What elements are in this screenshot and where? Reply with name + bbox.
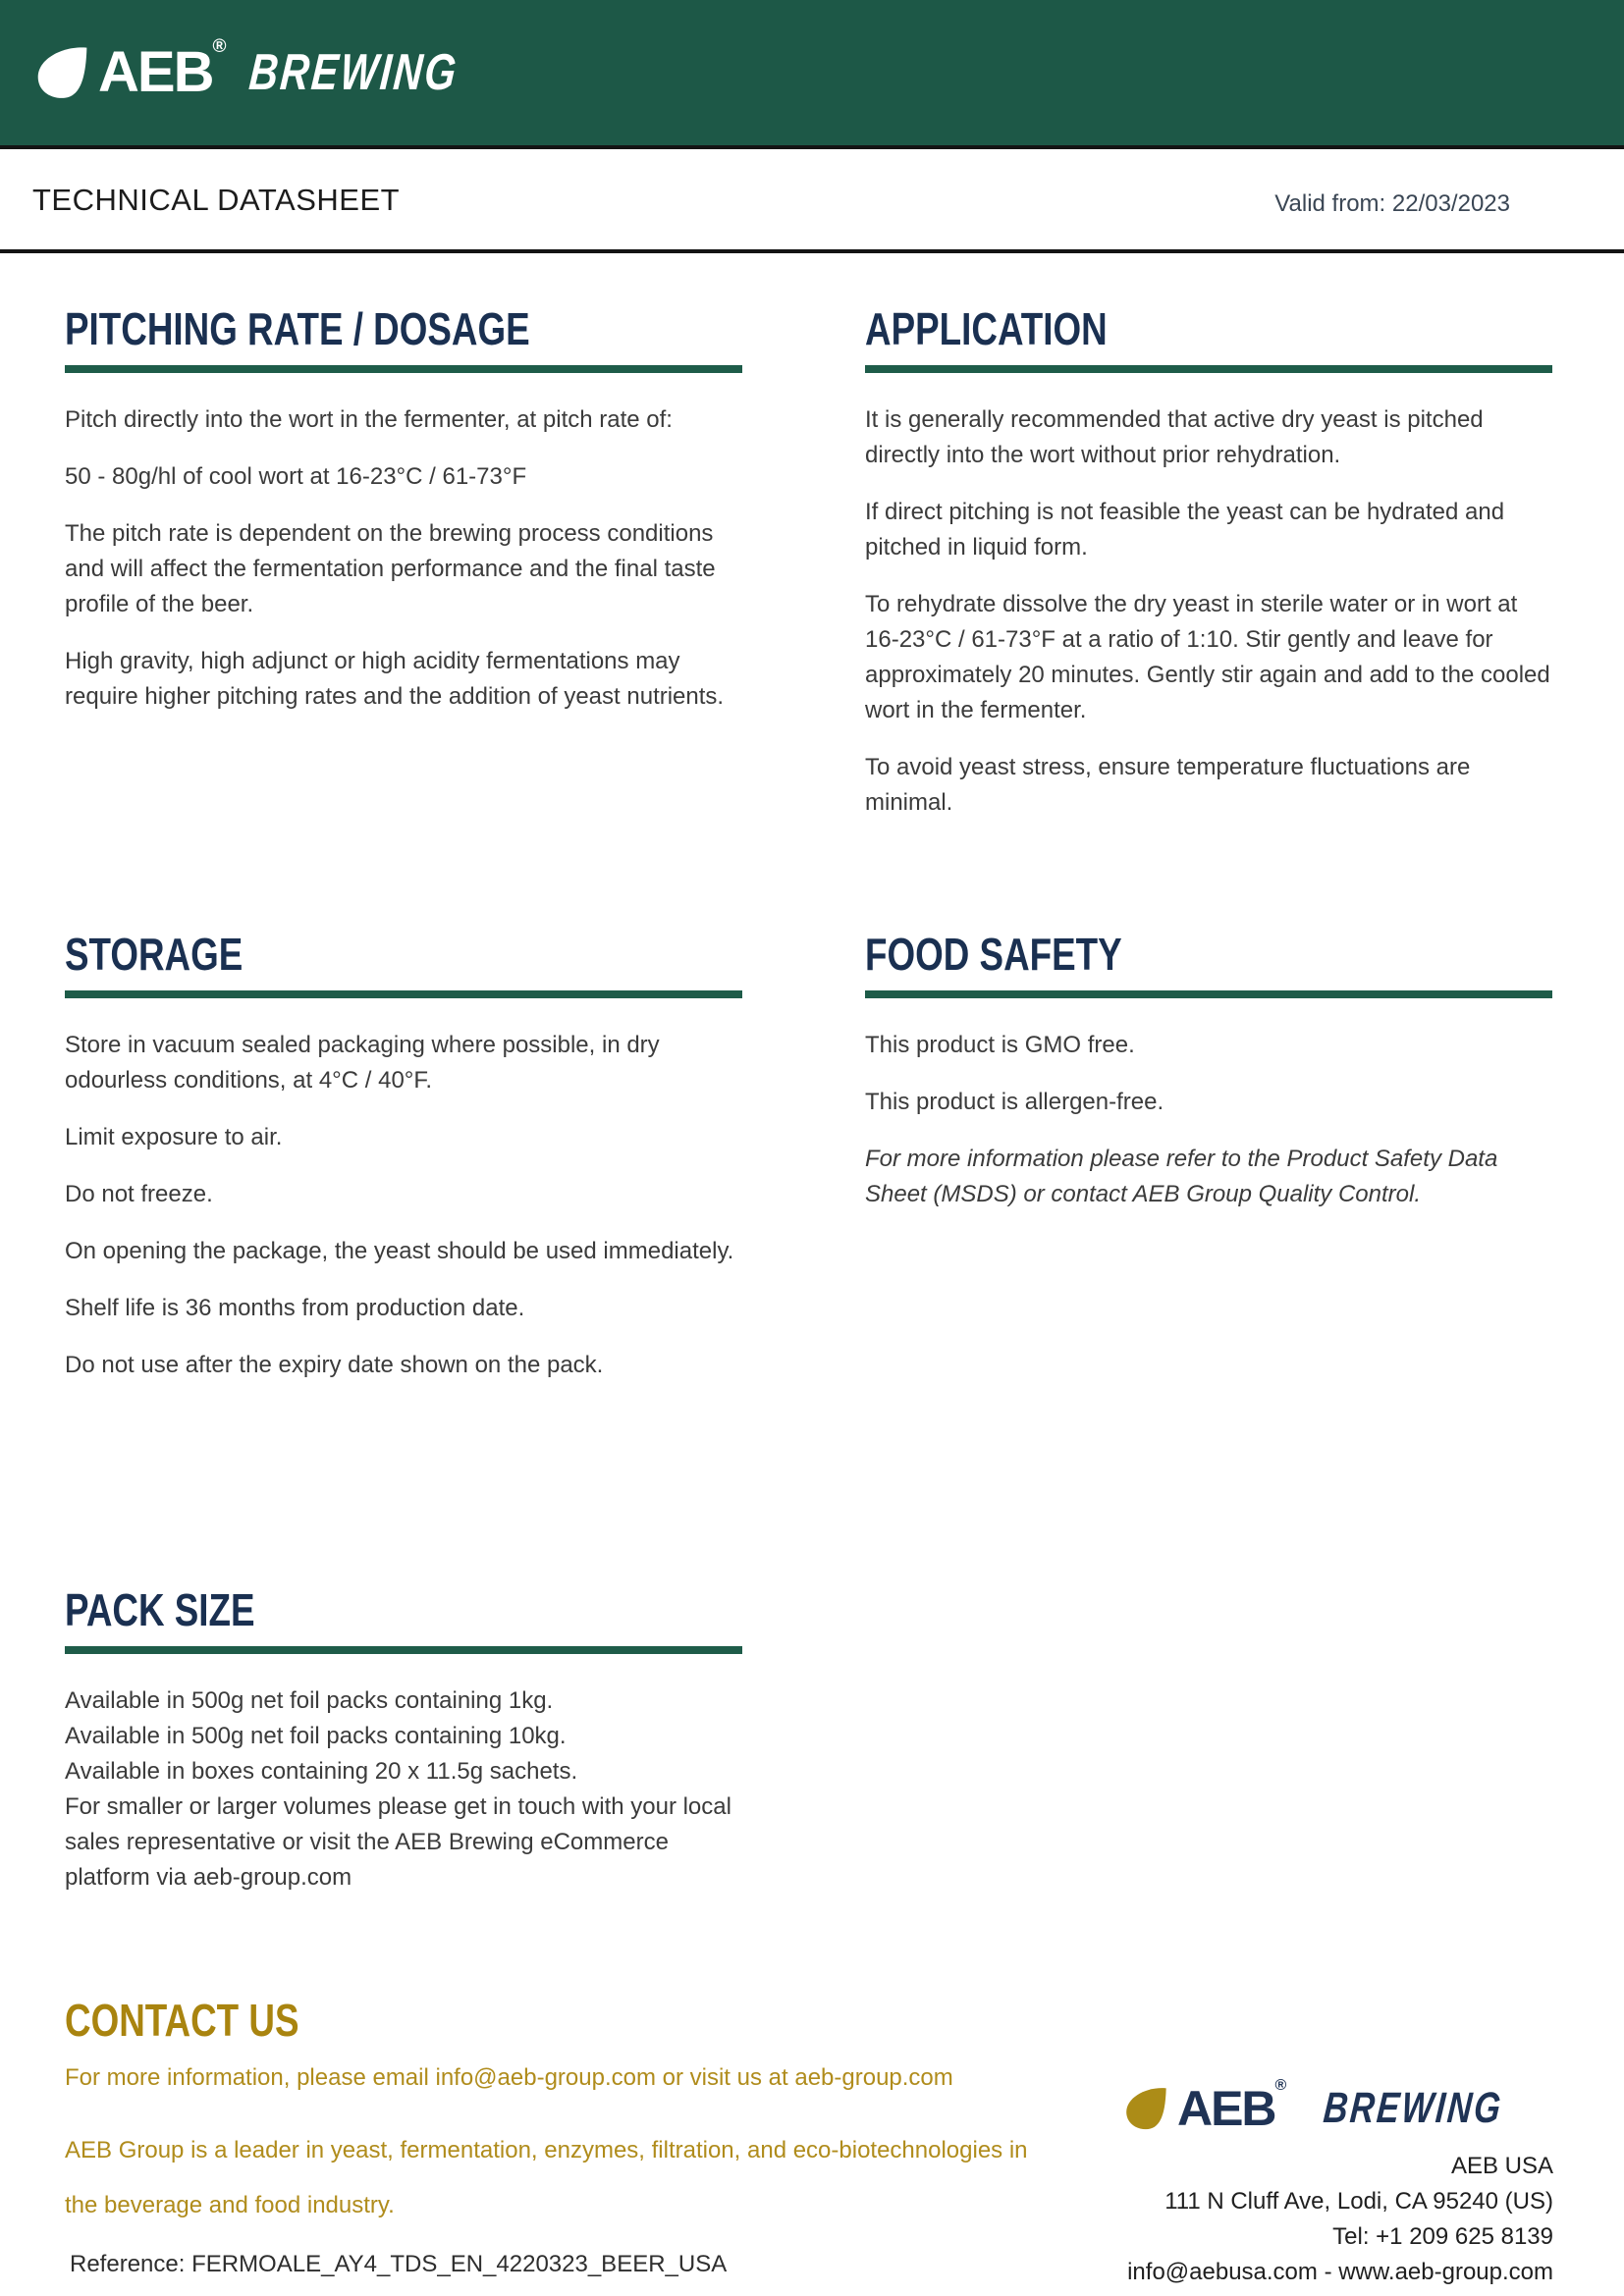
- paragraph: On opening the package, the yeast should be used immediately.: [65, 1238, 734, 1264]
- paragraph: Store in vacuum sealed packaging where possible, in dry odourless conditions, at 4°C / 40°F.: [65, 1032, 660, 1094]
- aeb-leaf-icon: [1124, 2087, 1167, 2130]
- title-row: [0, 149, 1624, 253]
- msds-note: For more information please refer to the Product Safety Data Sheet (MSDS) or contact AEB Group Quality Control.: [865, 1146, 1498, 1207]
- footer: [0, 1995, 1624, 2290]
- paragraph: The pitch rate is dependent on the brewing process conditions and will affect the fermentation performance and the final taste profile of the beer.: [65, 520, 716, 617]
- company-name: AEB USA: [1450, 2153, 1553, 2179]
- section-body-food-safety: [865, 1028, 1552, 1212]
- aeb-wordmark: [98, 35, 225, 104]
- email-and-website: info@aebusa.com - www.aeb-group.com: [1127, 2259, 1553, 2285]
- section-body-application: [865, 402, 1552, 821]
- aeb-brewing-footer-logo: [1124, 2077, 1553, 2136]
- section-application: [865, 303, 1552, 932]
- brewing-wordmark: BREWING: [247, 44, 461, 101]
- paragraph: Shelf life is 36 months from production date.: [65, 1295, 525, 1321]
- footer-company-block: [1124, 2077, 1553, 2290]
- contact-us-title: CONTACT US: [65, 1995, 299, 2046]
- section-body-pitching-rate: [65, 402, 742, 715]
- section-title-application: APPLICATION: [865, 303, 1108, 354]
- paragraph: Do not use after the expiry date shown on the pack.: [65, 1352, 604, 1378]
- pack-size-options: [65, 1683, 742, 1789]
- paragraph: It is generally recommended that active dry yeast is pitched directly into the wort without prior rehydration.: [865, 406, 1484, 468]
- document-reference: Reference: FERMOALE_AY4_TDS_EN_4220323_BEER_USA: [70, 2251, 728, 2277]
- brewing-wordmark: BREWING: [1322, 2084, 1505, 2132]
- paragraph: Do not freeze.: [65, 1181, 213, 1207]
- contact-info-line: For more information, please email info@aeb-group.com or visit us at aeb-group.com: [65, 2064, 953, 2091]
- paragraph: This product is allergen-free.: [865, 1089, 1164, 1115]
- page-title: TECHNICAL DATASHEET: [32, 183, 401, 217]
- paragraph: For smaller or larger volumes please get in touch with your local sales representative or visit the AEB Brewing eCommerce platform via aeb-group.com: [65, 1793, 731, 1891]
- valid-from-date: Valid from: 22/03/2023: [1274, 190, 1510, 217]
- contact-us-block: [65, 1995, 1056, 2278]
- section-divider: [65, 990, 742, 998]
- section-divider: [865, 365, 1552, 373]
- company-description: AEB Group is a leader in yeast, fermentation, enzymes, filtration, and eco-biotechnologies in the beverage and food industry.: [65, 2137, 1028, 2218]
- section-storage: [65, 929, 742, 1587]
- section-body-pack-size: [65, 1683, 742, 1896]
- aeb-letters: AEB: [1176, 2081, 1275, 2136]
- company-address: [1124, 2149, 1553, 2290]
- section-pack-size: [65, 1584, 742, 1917]
- paragraph: If direct pitching is not feasible the yeast can be hydrated and pitched in liquid form.: [865, 499, 1505, 561]
- paragraph: High gravity, high adjunct or high acidity fermentations may require higher pitching rates and the addition of yeast nutrients.: [65, 648, 725, 710]
- section-row-2: [65, 929, 1553, 1587]
- section-title-food-safety: FOOD SAFETY: [865, 929, 1122, 980]
- section-row-1: [65, 303, 1553, 932]
- registered-mark: ®: [212, 35, 225, 57]
- phone-number: Tel: +1 209 625 8139: [1332, 2223, 1553, 2250]
- section-divider: [65, 365, 742, 373]
- section-divider: [865, 990, 1552, 998]
- section-title-storage: STORAGE: [65, 929, 244, 980]
- paragraph: To rehydrate dissolve the dry yeast in sterile water or in wort at 16-23°C / 61-73°F at a ratio of 1:10. Stir gently and leave for approximately 20 minutes. Gently stir again and add to the cooled wort in the fermenter.: [865, 591, 1550, 723]
- aeb-brewing-logo: [35, 35, 517, 104]
- section-food-safety: [865, 929, 1552, 1587]
- paragraph: This product is GMO free.: [865, 1032, 1135, 1058]
- paragraph: To avoid yeast stress, ensure temperature fluctuations are minimal.: [865, 754, 1471, 816]
- content-area: [0, 303, 1624, 1917]
- paragraph: 50 - 80g/hl of cool wort at 16-23°C / 61-73°F: [65, 463, 527, 490]
- section-title-pack-size: PACK SIZE: [65, 1584, 255, 1635]
- section-row3-right-empty: [865, 1587, 1552, 1917]
- paragraph: Pitch directly into the wort in the fermenter, at pitch rate of:: [65, 406, 673, 433]
- paragraph: Limit exposure to air.: [65, 1124, 283, 1150]
- aeb-wordmark: [1176, 2077, 1285, 2136]
- aeb-leaf-icon: [35, 46, 88, 99]
- registered-mark: ®: [1274, 2077, 1285, 2095]
- header-bar: [0, 0, 1624, 149]
- section-row-3: [65, 1584, 1553, 1917]
- aeb-letters: AEB: [98, 40, 213, 104]
- section-divider: [65, 1646, 742, 1654]
- section-pitching-rate: [65, 303, 742, 932]
- pack-option: Available in 500g net foil packs containing 1kg.: [65, 1687, 554, 1714]
- pack-option: Available in boxes containing 20 x 11.5g sachets.: [65, 1758, 578, 1785]
- section-body-storage: [65, 1028, 742, 1383]
- section-title-pitching-rate: PITCHING RATE / DOSAGE: [65, 303, 530, 354]
- street-address: 111 N Cluff Ave, Lodi, CA 95240 (US): [1164, 2188, 1553, 2215]
- pack-option: Available in 500g net foil packs containing 10kg.: [65, 1723, 567, 1749]
